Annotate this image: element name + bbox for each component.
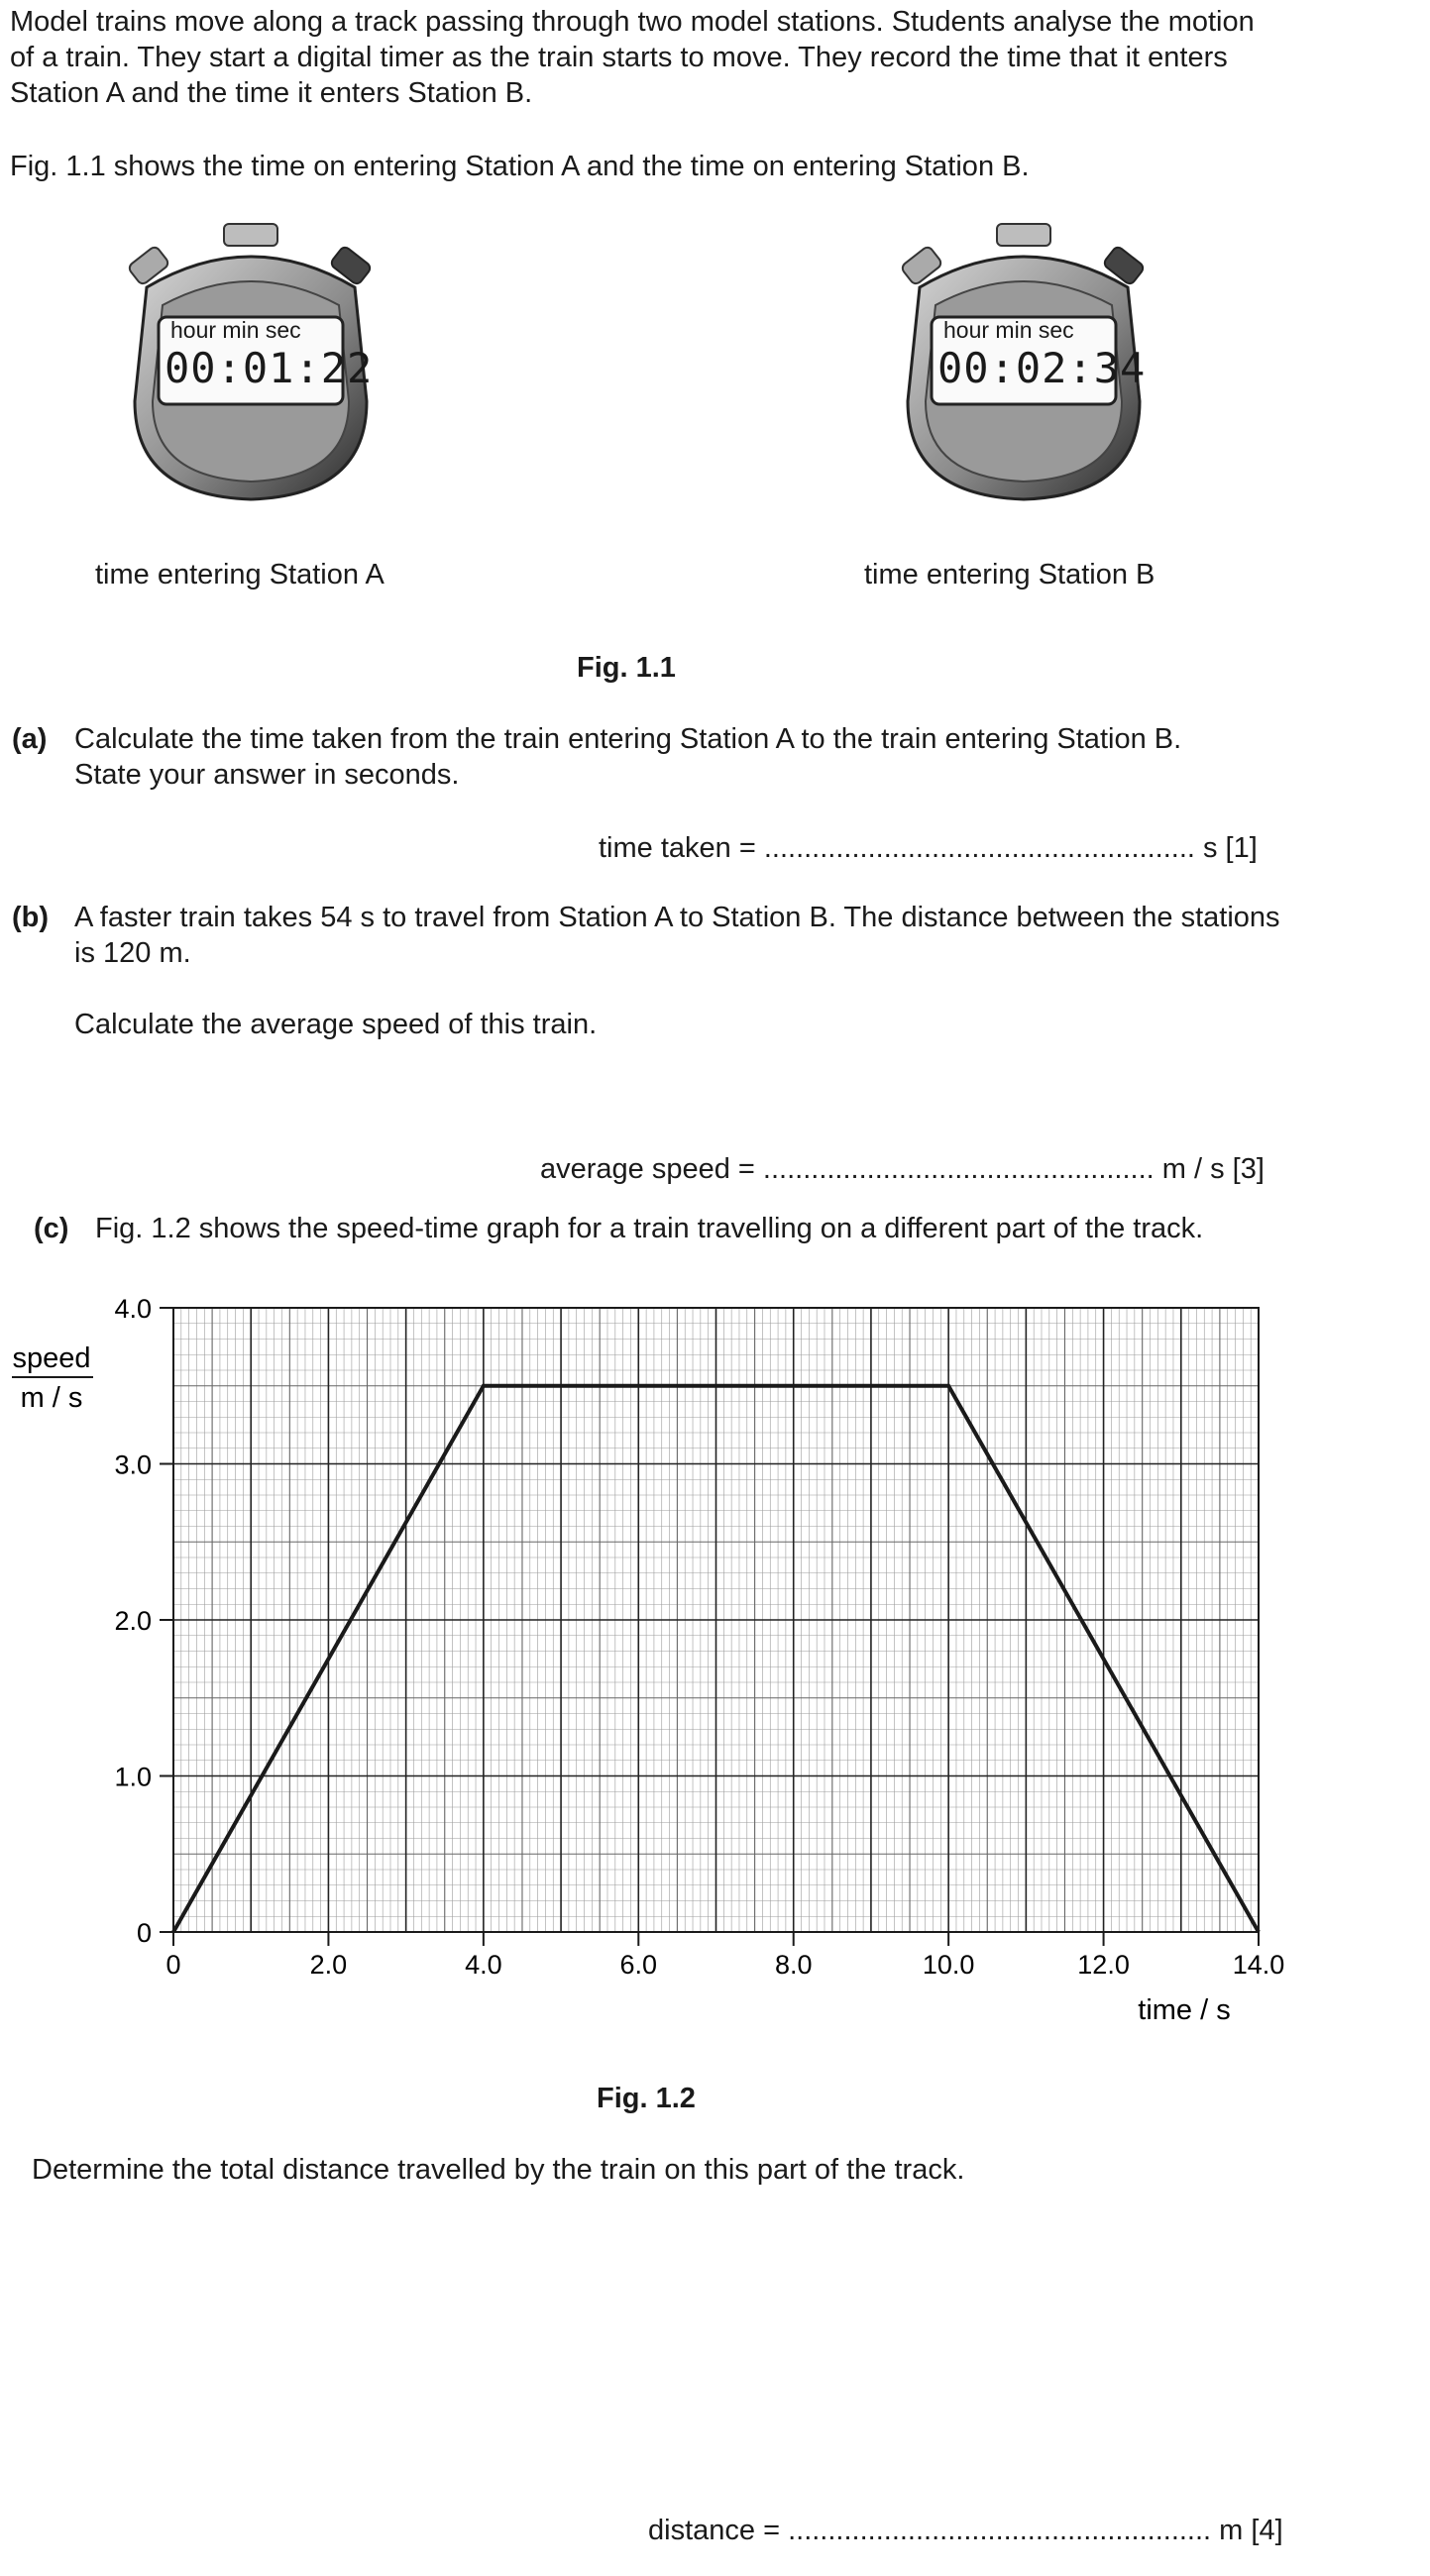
speed-time-graph	[0, 1278, 1430, 2051]
part-c-line-1: Fig. 1.2 shows the speed-time graph for a train travelling on a different part of the track.	[95, 1213, 1204, 1244]
intro-line-2: of a train. They start a digital timer as the train starts to move. They record the time that it enters	[10, 42, 1228, 73]
part-b-answer-unit: m / s [3]	[1154, 1153, 1265, 1185]
stopwatch-a-caption: time entering Station A	[95, 559, 385, 590]
part-a-answer-line	[599, 830, 1258, 866]
part-a-line-2: State your answer in seconds.	[74, 759, 460, 791]
part-a-answer-unit: s [1]	[1194, 832, 1258, 864]
y-axis-label-bottom: m / s	[20, 1382, 83, 1414]
x-tick-label: 8.0	[774, 1950, 813, 1980]
x-tick-label: 10.0	[922, 1950, 975, 1980]
x-tick-label: 2.0	[309, 1950, 348, 1980]
stopwatch-b-header: hour min sec	[943, 317, 1074, 343]
part-c-answer-dots[interactable]: .....................................................	[788, 2515, 1212, 2546]
part-c-answer-line	[648, 2513, 1283, 2548]
x-tick-label: 6.0	[619, 1950, 658, 1980]
part-c-label: (c)	[34, 1213, 69, 1244]
x-tick-label: 14.0	[1232, 1950, 1285, 1980]
y-tick-label: 2.0	[114, 1606, 152, 1636]
y-tick-label: 3.0	[114, 1449, 152, 1480]
part-b-line-3: Calculate the average speed of this train.	[74, 1009, 598, 1040]
part-a-label: (a)	[12, 723, 48, 755]
y-tick-label: 4.0	[114, 1294, 152, 1324]
stopwatch-b-reading: 00:02:34	[937, 344, 1147, 392]
x-tick-label: 12.0	[1077, 1950, 1130, 1980]
part-c-answer-unit: m [4]	[1211, 2515, 1283, 2546]
part-b-answer-line	[540, 1151, 1265, 1187]
stopwatch-a-header: hour min sec	[170, 317, 301, 343]
intro-line-1: Model trains move along a track passing through two model stations. Students analyse the motion	[10, 6, 1255, 38]
part-b-answer-prefix: average speed =	[540, 1153, 763, 1185]
stopwatch-b-caption: time entering Station B	[864, 559, 1155, 590]
x-tick-label: 4.0	[465, 1950, 502, 1980]
part-b-label: (b)	[12, 902, 50, 933]
intro-text	[10, 4, 1328, 111]
fig12-label: Fig. 1.2	[597, 2083, 696, 2114]
fig11-intro: Fig. 1.1 shows the time on entering Station A and the time on entering Station B.	[10, 151, 1030, 182]
part-a-answer-dots[interactable]: ......................................................	[763, 832, 1195, 864]
y-tick-label: 0	[136, 1918, 152, 1948]
part-a-line-1: Calculate the time taken from the train entering Station A to the train entering Station B.	[74, 723, 1182, 755]
intro-line-3: Station A and the time it enters Station B.	[10, 77, 533, 109]
x-tick-label: 0	[165, 1950, 181, 1980]
part-a-answer-prefix: time taken =	[599, 832, 764, 864]
part-b-line-2: is 120 m.	[74, 937, 191, 969]
x-axis-label: time / s	[1138, 1994, 1231, 2026]
y-tick-label: 1.0	[114, 1762, 152, 1792]
part-c-question: Determine the total distance travelled by the train on this part of the track.	[32, 2154, 965, 2186]
part-c-answer-prefix: distance =	[648, 2515, 789, 2546]
part-b-answer-dots[interactable]: .................................................	[762, 1153, 1155, 1185]
part-b-line-1: A faster train takes 54 s to travel from Station A to Station B. The distance between the stations	[74, 902, 1280, 933]
y-axis-label-top: speed	[12, 1342, 91, 1374]
fig11-label: Fig. 1.1	[577, 652, 676, 684]
stopwatch-a-reading: 00:01:22	[165, 344, 374, 392]
